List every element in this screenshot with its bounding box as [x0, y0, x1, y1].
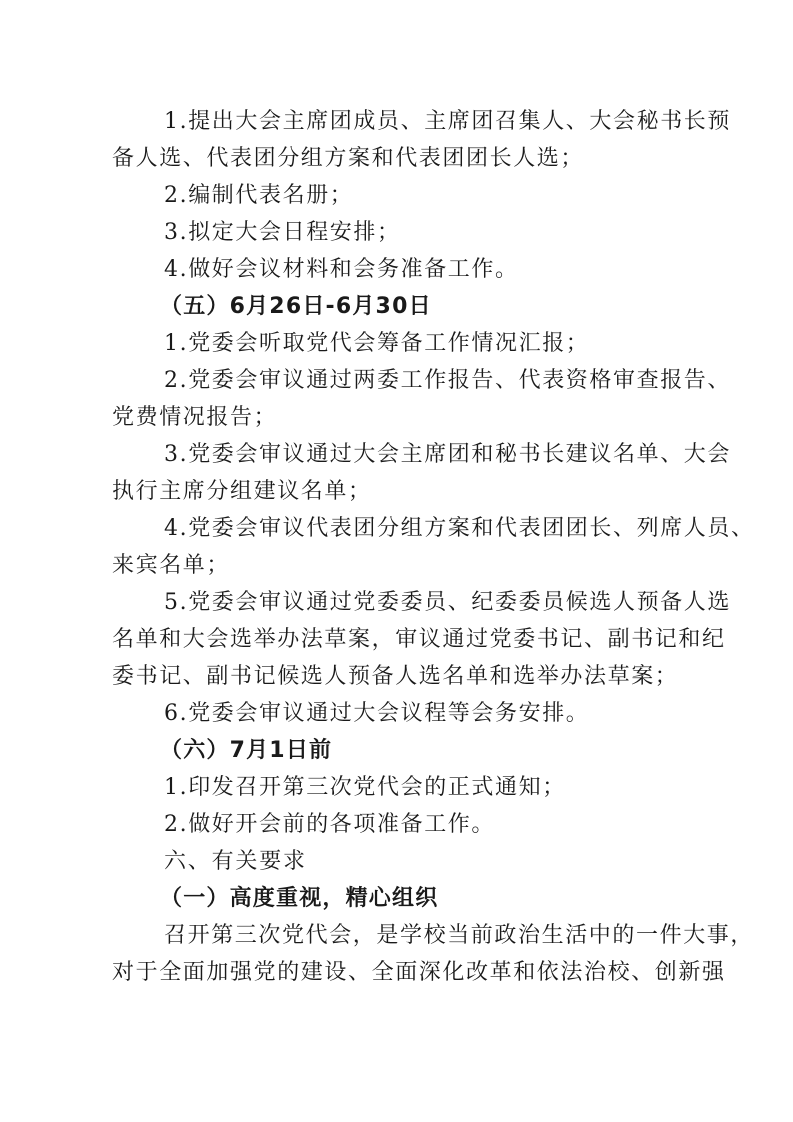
item-1-line-1: 1.提出大会主席团成员、主席团召集人、大会秘书长预: [164, 109, 731, 134]
s5-item-2-line-2: 党费情况报告；: [112, 405, 278, 430]
subsection-heading-1: （一）高度重视，精心组织: [160, 886, 439, 911]
item-3: 3.拟定大会日程安排；: [164, 220, 401, 245]
paragraph-line-1: 召开第三次党代会，是学校当前政治生活中的一件大事，: [164, 923, 755, 948]
paragraph-line-2: 对于全面加强党的建设、全面深化改革和依法治校、创新强: [112, 960, 726, 985]
section-heading-requirements: 六、有关要求: [164, 849, 307, 874]
s5-item-5-line-2: 名单和大会选举办法草案，审议通过党委书记、副书记和纪: [112, 627, 726, 652]
s5-item-5-line-3: 委书记、副书记候选人预备人选名单和选举办法草案；: [112, 664, 679, 689]
s5-item-4-line-2: 来宾名单；: [112, 553, 231, 578]
item-1-line-2: 备人选、代表团分组方案和代表团团长人选；: [112, 146, 585, 171]
s5-item-5-line-1: 5.党委会审议通过党委委员、纪委委员候选人预备人选: [164, 590, 731, 615]
item-4: 4.做好会议材料和会务准备工作。: [164, 257, 519, 282]
item-2: 2.编制代表名册；: [164, 183, 354, 208]
s5-item-6: 6.党委会审议通过大会议程等会务安排。: [164, 701, 590, 726]
s5-item-2-line-1: 2.党委会审议通过两委工作报告、代表资格审查报告、: [164, 368, 731, 393]
subsection-heading-6: （六）7月1日前: [160, 738, 333, 763]
s5-item-3-line-1: 3.党委会审议通过大会主席团和秘书长建议名单、大会: [164, 442, 731, 467]
s5-item-3-line-2: 执行主席分组建议名单；: [112, 479, 372, 504]
subsection-heading-5: （五）6月26日-6月30日: [160, 294, 432, 319]
s6-item-1: 1.印发召开第三次党代会的正式通知；: [164, 775, 566, 800]
s5-item-1: 1.党委会听取党代会筹备工作情况汇报；: [164, 331, 590, 356]
s6-item-2: 2.做好开会前的各项准备工作。: [164, 812, 495, 837]
s5-item-4-line-1: 4.党委会审议代表团分组方案和代表团团长、列席人员、: [164, 516, 755, 541]
